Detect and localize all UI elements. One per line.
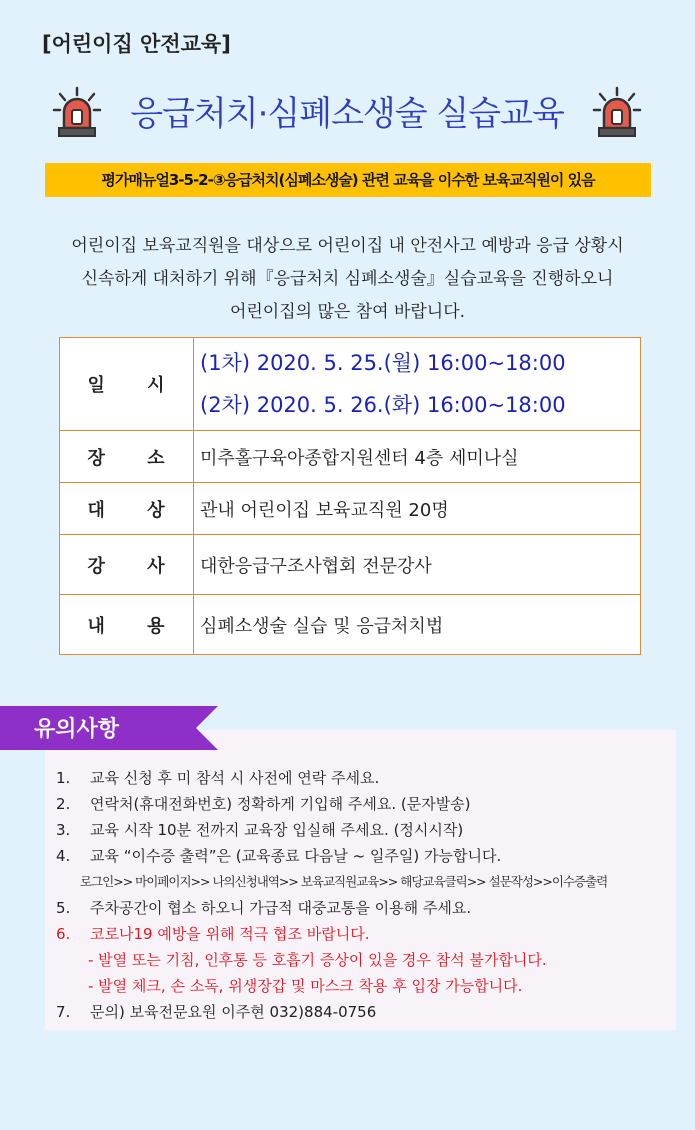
- category-label: [어린이집 안전교육]: [42, 32, 231, 56]
- intro-line: 어린이집의 많은 참여 바랍니다.: [229, 302, 466, 322]
- date-first: (1차) 2020. 5. 25.(월) 16:00~18:00: [200, 351, 566, 375]
- list-item: [56, 895, 686, 921]
- siren-icon: [52, 86, 102, 138]
- list-item: [56, 791, 686, 817]
- evaluation-highlight: 평가매뉴얼3-5-2-③응급처치(심폐소생술) 관련 교육을 이수한 보육교직원이 있음: [45, 163, 651, 197]
- list-item: [56, 817, 686, 843]
- siren-icon: [592, 86, 642, 138]
- item-text: 교육 시작 10분 전까지 교육장 입실해 주세요. (정시시작): [90, 821, 464, 839]
- place-label: 장 소: [60, 431, 194, 483]
- notice-list: [56, 765, 686, 1025]
- table-row: [60, 338, 641, 431]
- content-label: 내 용: [60, 595, 194, 655]
- date-label: 일 시: [60, 338, 194, 431]
- item-number: 2.: [56, 795, 71, 813]
- notice-heading-tab: [0, 706, 218, 750]
- item-text: 문의) 보육전문요원 이주현 032)884-0756: [90, 1003, 377, 1021]
- content-value: 심폐소생술 실습 및 응급처치법: [194, 595, 641, 655]
- item-number: 7.: [56, 1003, 71, 1021]
- item-text: 주차공간이 협소 하오니 가급적 대중교통을 이용해 주세요.: [90, 899, 472, 917]
- date-second: (2차) 2020. 5. 26.(화) 16:00~18:00: [200, 393, 566, 417]
- info-table: [59, 337, 641, 655]
- table-row: [60, 535, 641, 595]
- target-label: 대 상: [60, 483, 194, 535]
- list-item: [56, 999, 686, 1025]
- intro-text: [40, 230, 655, 329]
- table-row: [60, 431, 641, 483]
- item-number: 5.: [56, 899, 71, 917]
- item-number: 1.: [56, 769, 71, 787]
- list-item: [56, 921, 686, 947]
- intro-line: 신속하게 대처하기 위해『응급처치 심폐소생술』실습교육을 진행하오니: [81, 269, 614, 289]
- date-value: [194, 338, 641, 431]
- table-row: [60, 483, 641, 535]
- list-item: [56, 765, 686, 791]
- target-value: 관내 어린이집 보육교직원 20명: [194, 483, 641, 535]
- lecturer-value: 대한응급구조사협회 전문강사: [194, 535, 641, 595]
- item-text: 교육 “이수증 출력”은 (교육종료 다음날 ~ 일주일) 가능합니다.: [90, 847, 502, 865]
- list-item: [56, 843, 686, 869]
- title-row: [0, 80, 695, 150]
- item-number: 6.: [56, 925, 71, 943]
- list-subitem: - 발열 체크, 손 소독, 위생장갑 및 마스크 착용 후 입장 가능합니다.: [88, 977, 523, 995]
- main-title: 응급처치·심폐소생술 실습교육: [130, 94, 564, 134]
- table-row: [60, 595, 641, 655]
- lecturer-label: 강 사: [60, 535, 194, 595]
- item-text: 코로나19 예방을 위해 적극 협조 바랍니다.: [90, 925, 370, 943]
- item-number: 4.: [56, 847, 71, 865]
- certificate-path: 로그인>> 마이페이지>> 나의신청내역>> 보육교직원교육>> 해당교육클릭>> 설문작성>>이수증출력: [80, 874, 608, 889]
- place-value: 미추홀구육아종합지원센터 4층 세미나실: [194, 431, 641, 483]
- notice-heading: 유의사항: [34, 717, 120, 742]
- item-text: 교육 신청 후 미 참석 시 사전에 연락 주세요.: [90, 769, 380, 787]
- item-number: 3.: [56, 821, 71, 839]
- list-subitem: - 발열 또는 기침, 인후통 등 호흡기 증상이 있을 경우 참석 불가합니다.: [88, 951, 547, 969]
- item-text: 연락처(휴대전화번호) 정확하게 기입해 주세요. (문자발송): [90, 795, 471, 813]
- intro-line: 어린이집 보육교직원을 대상으로 어린이집 내 안전사고 예방과 응급 상황시: [71, 236, 624, 256]
